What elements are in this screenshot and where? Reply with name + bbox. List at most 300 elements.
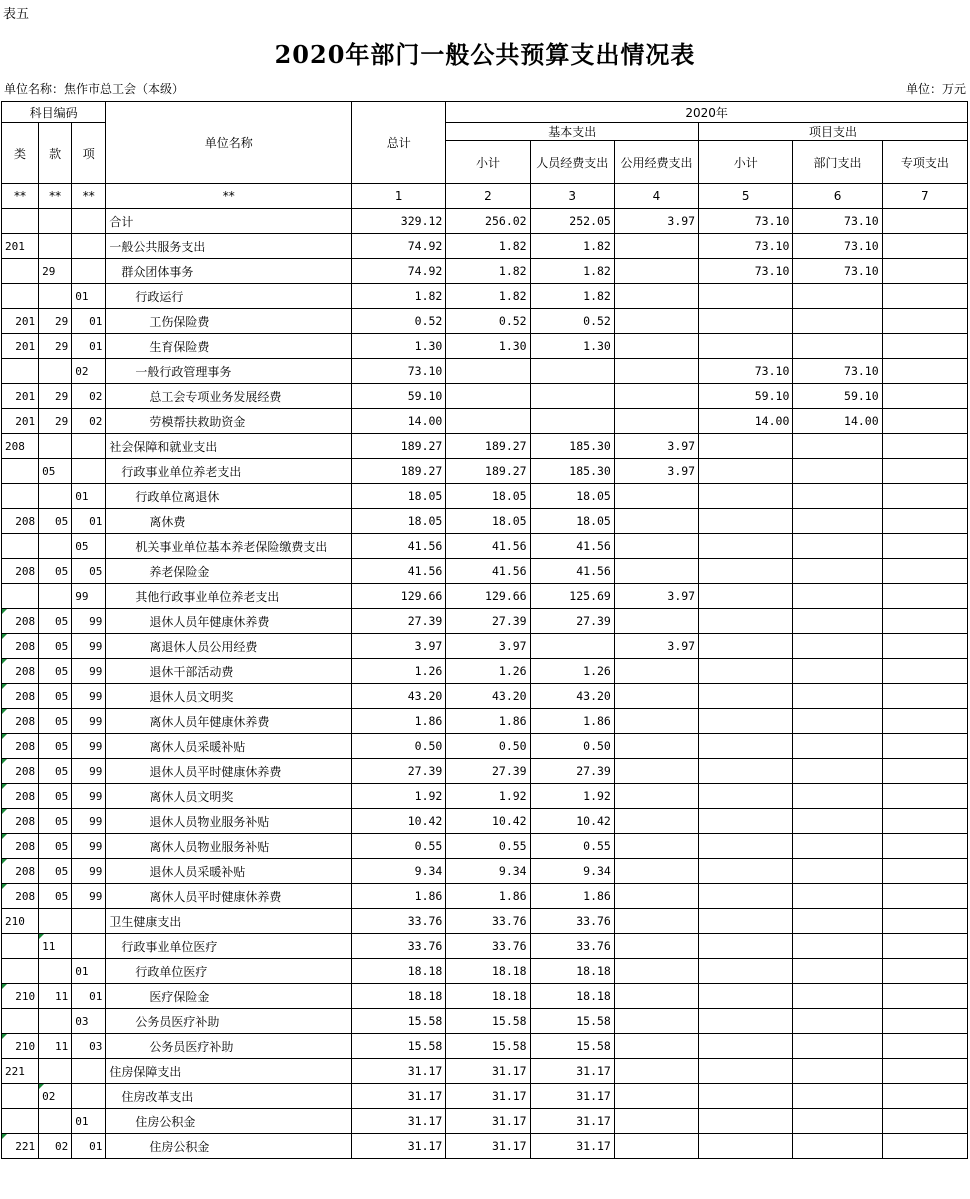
cell-personnel: 18.18	[530, 984, 614, 1009]
cell-lei: 201	[2, 309, 39, 334]
cell-lei	[2, 484, 39, 509]
header-basic-subtotal: 小计	[446, 141, 530, 184]
cell-public	[614, 709, 698, 734]
cell-personnel: 1.26	[530, 659, 614, 684]
cell-xiang: 99	[72, 584, 106, 609]
cell-project-subtotal	[699, 584, 793, 609]
cell-public: 3.97	[614, 634, 698, 659]
cell-total: 1.82	[352, 284, 446, 309]
table-row	[2, 359, 968, 384]
cell-total: 1.30	[352, 334, 446, 359]
header-dept: 部门支出	[793, 141, 882, 184]
table-row	[2, 709, 968, 734]
cell-personnel: 185.30	[530, 434, 614, 459]
cell-special	[882, 584, 967, 609]
cell-total: 3.97	[352, 634, 446, 659]
cell-project-subtotal	[699, 809, 793, 834]
cell-dept	[793, 559, 882, 584]
cell-xiang: 01	[72, 284, 106, 309]
cell-special	[882, 834, 967, 859]
cell-public	[614, 909, 698, 934]
cell-public	[614, 1059, 698, 1084]
cell-basic-subtotal	[446, 359, 530, 384]
header-xiang: 项	[72, 123, 106, 184]
cell-xiang: 02	[72, 359, 106, 384]
cell-personnel: 15.58	[530, 1034, 614, 1059]
header-project-expenditure: 项目支出	[699, 123, 968, 141]
header-year: 2020年	[446, 102, 968, 123]
cell-total: 31.17	[352, 1059, 446, 1084]
header-col-3: 3	[530, 184, 614, 209]
cell-dept	[793, 1084, 882, 1109]
cell-personnel: 18.05	[530, 509, 614, 534]
cell-personnel	[530, 634, 614, 659]
cell-project-subtotal	[699, 559, 793, 584]
cell-personnel: 0.50	[530, 734, 614, 759]
cell-total: 10.42	[352, 809, 446, 834]
cell-total: 27.39	[352, 759, 446, 784]
cell-public	[614, 384, 698, 409]
cell-lei	[2, 1009, 39, 1034]
cell-kuan	[39, 584, 72, 609]
cell-basic-subtotal: 27.39	[446, 759, 530, 784]
cell-personnel: 27.39	[530, 609, 614, 634]
cell-special	[882, 384, 967, 409]
cell-xiang: 99	[72, 884, 106, 909]
cell-personnel: 31.17	[530, 1059, 614, 1084]
cell-public	[614, 834, 698, 859]
cell-item-name: 退休人员平时健康休养费	[106, 759, 352, 784]
cell-xiang	[72, 259, 106, 284]
cell-kuan: 11	[39, 1034, 72, 1059]
cell-project-subtotal	[699, 934, 793, 959]
cell-special	[882, 934, 967, 959]
cell-item-name: 离退休人员公用经费	[106, 634, 352, 659]
cell-special	[882, 1059, 967, 1084]
cell-lei: 208	[2, 759, 39, 784]
cell-total: 189.27	[352, 434, 446, 459]
table-row	[2, 634, 968, 659]
cell-kuan: 05	[39, 734, 72, 759]
cell-public	[614, 1134, 698, 1159]
cell-xiang: 05	[72, 534, 106, 559]
cell-project-subtotal	[699, 434, 793, 459]
cell-xiang	[72, 459, 106, 484]
cell-lei: 208	[2, 634, 39, 659]
header-total: 总计	[352, 102, 446, 184]
cell-project-subtotal	[699, 759, 793, 784]
cell-item-name: 退休干部活动费	[106, 659, 352, 684]
cell-kuan: 11	[39, 984, 72, 1009]
cell-lei	[2, 284, 39, 309]
cell-project-subtotal	[699, 959, 793, 984]
page-title: 2020年部门一般公共预算支出情况表	[274, 40, 696, 69]
cell-total: 0.52	[352, 309, 446, 334]
cell-special	[882, 484, 967, 509]
cell-kuan	[39, 909, 72, 934]
budget-table	[1, 101, 968, 1159]
cell-basic-subtotal: 33.76	[446, 934, 530, 959]
cell-dept	[793, 709, 882, 734]
cell-dept	[793, 734, 882, 759]
cell-xiang: 99	[72, 734, 106, 759]
cell-dept	[793, 909, 882, 934]
cell-total: 31.17	[352, 1084, 446, 1109]
cell-dept: 73.10	[793, 259, 882, 284]
cell-item-name: 其他行政事业单位养老支出	[106, 584, 352, 609]
cell-special	[882, 859, 967, 884]
table-body	[2, 209, 968, 1159]
header-lei: 类	[2, 123, 39, 184]
header-col-6: 6	[793, 184, 882, 209]
cell-public	[614, 984, 698, 1009]
cell-lei: 201	[2, 334, 39, 359]
cell-basic-subtotal: 31.17	[446, 1134, 530, 1159]
cell-basic-subtotal	[446, 409, 530, 434]
cell-xiang: 99	[72, 759, 106, 784]
header-personnel: 人员经费支出	[530, 141, 614, 184]
cell-personnel: 125.69	[530, 584, 614, 609]
table-row	[2, 259, 968, 284]
cell-item-name: 离休人员年健康休养费	[106, 709, 352, 734]
cell-lei	[2, 934, 39, 959]
cell-public: 3.97	[614, 434, 698, 459]
cell-special	[882, 1134, 967, 1159]
cell-kuan	[39, 534, 72, 559]
cell-item-name: 行政单位医疗	[106, 959, 352, 984]
cell-total: 18.18	[352, 959, 446, 984]
cell-basic-subtotal: 18.18	[446, 984, 530, 1009]
table-row	[2, 1109, 968, 1134]
cell-dept	[793, 1134, 882, 1159]
header-stars-kuan: **	[39, 184, 72, 209]
cell-xiang	[72, 1059, 106, 1084]
cell-lei	[2, 1109, 39, 1134]
cell-xiang	[72, 1084, 106, 1109]
cell-special	[882, 409, 967, 434]
cell-project-subtotal	[699, 309, 793, 334]
header-special: 专项支出	[882, 141, 967, 184]
cell-personnel: 31.17	[530, 1084, 614, 1109]
header-stars-lei: **	[2, 184, 39, 209]
cell-total: 43.20	[352, 684, 446, 709]
cell-public	[614, 359, 698, 384]
cell-item-name: 离休人员采暖补贴	[106, 734, 352, 759]
cell-total: 41.56	[352, 559, 446, 584]
cell-personnel: 31.17	[530, 1109, 614, 1134]
cell-kuan: 05	[39, 884, 72, 909]
cell-xiang: 99	[72, 834, 106, 859]
table-row	[2, 1059, 968, 1084]
cell-project-subtotal	[699, 734, 793, 759]
cell-special	[882, 909, 967, 934]
cell-public	[614, 959, 698, 984]
cell-lei	[2, 459, 39, 484]
header-project-subtotal: 小计	[699, 141, 793, 184]
cell-lei	[2, 209, 39, 234]
cell-lei: 208	[2, 609, 39, 634]
cell-total: 18.05	[352, 484, 446, 509]
cell-project-subtotal	[699, 1109, 793, 1134]
cell-xiang: 05	[72, 559, 106, 584]
cell-kuan: 05	[39, 509, 72, 534]
cell-project-subtotal	[699, 659, 793, 684]
cell-personnel: 1.82	[530, 284, 614, 309]
cell-lei	[2, 584, 39, 609]
cell-xiang: 01	[72, 1109, 106, 1134]
cell-basic-subtotal: 15.58	[446, 1034, 530, 1059]
cell-project-subtotal: 73.10	[699, 234, 793, 259]
table-row	[2, 434, 968, 459]
cell-kuan	[39, 209, 72, 234]
table-row	[2, 659, 968, 684]
cell-basic-subtotal: 1.26	[446, 659, 530, 684]
header-col-1: 1	[352, 184, 446, 209]
cell-item-name: 行政运行	[106, 284, 352, 309]
cell-project-subtotal	[699, 634, 793, 659]
cell-project-subtotal	[699, 509, 793, 534]
cell-total: 33.76	[352, 934, 446, 959]
cell-basic-subtotal: 18.05	[446, 509, 530, 534]
table-row	[2, 509, 968, 534]
cell-kuan: 05	[39, 559, 72, 584]
cell-public	[614, 1034, 698, 1059]
cell-lei: 208	[2, 859, 39, 884]
cell-personnel: 18.05	[530, 484, 614, 509]
cell-personnel: 41.56	[530, 534, 614, 559]
cell-total: 1.86	[352, 709, 446, 734]
cell-item-name: 群众团体事务	[106, 259, 352, 284]
table-row	[2, 309, 968, 334]
cell-special	[882, 684, 967, 709]
table-row	[2, 534, 968, 559]
cell-total: 59.10	[352, 384, 446, 409]
cell-project-subtotal	[699, 459, 793, 484]
table-row	[2, 934, 968, 959]
cell-xiang	[72, 234, 106, 259]
cell-lei	[2, 534, 39, 559]
cell-public	[614, 659, 698, 684]
cell-dept	[793, 859, 882, 884]
cell-lei: 208	[2, 659, 39, 684]
cell-project-subtotal	[699, 1134, 793, 1159]
cell-item-name: 社会保障和就业支出	[106, 434, 352, 459]
cell-lei	[2, 259, 39, 284]
cell-lei: 210	[2, 1034, 39, 1059]
cell-public	[614, 409, 698, 434]
header-col-5: 5	[699, 184, 793, 209]
cell-special	[882, 759, 967, 784]
cell-dept	[793, 684, 882, 709]
cell-public	[614, 234, 698, 259]
table-row	[2, 284, 968, 309]
cell-kuan: 05	[39, 859, 72, 884]
cell-dept	[793, 1009, 882, 1034]
cell-lei: 201	[2, 234, 39, 259]
cell-xiang: 99	[72, 709, 106, 734]
cell-basic-subtotal: 1.82	[446, 259, 530, 284]
cell-public	[614, 684, 698, 709]
cell-xiang: 01	[72, 1134, 106, 1159]
cell-special	[882, 259, 967, 284]
cell-total: 9.34	[352, 859, 446, 884]
cell-special	[882, 234, 967, 259]
cell-basic-subtotal: 129.66	[446, 584, 530, 609]
table-row	[2, 584, 968, 609]
cell-project-subtotal	[699, 784, 793, 809]
cell-kuan: 29	[39, 309, 72, 334]
cell-special	[882, 734, 967, 759]
cell-personnel	[530, 384, 614, 409]
cell-personnel: 33.76	[530, 909, 614, 934]
cell-total: 15.58	[352, 1009, 446, 1034]
cell-kuan: 05	[39, 659, 72, 684]
cell-project-subtotal	[699, 1009, 793, 1034]
table-row	[2, 1084, 968, 1109]
cell-item-name: 住房保障支出	[106, 1059, 352, 1084]
table-row	[2, 459, 968, 484]
cell-public	[614, 1084, 698, 1109]
table-row	[2, 609, 968, 634]
cell-personnel: 18.18	[530, 959, 614, 984]
cell-project-subtotal	[699, 334, 793, 359]
cell-project-subtotal	[699, 684, 793, 709]
header-kuan: 款	[39, 123, 72, 184]
cell-personnel: 41.56	[530, 559, 614, 584]
cell-item-name: 公务员医疗补助	[106, 1009, 352, 1034]
cell-total: 74.92	[352, 259, 446, 284]
cell-basic-subtotal: 0.55	[446, 834, 530, 859]
table-row	[2, 334, 968, 359]
cell-personnel: 10.42	[530, 809, 614, 834]
cell-basic-subtotal: 18.18	[446, 959, 530, 984]
cell-total: 33.76	[352, 909, 446, 934]
cell-special	[882, 959, 967, 984]
cell-xiang: 99	[72, 809, 106, 834]
cell-kuan: 11	[39, 934, 72, 959]
cell-total: 1.26	[352, 659, 446, 684]
cell-special	[882, 509, 967, 534]
cell-dept: 14.00	[793, 409, 882, 434]
cell-dept: 73.10	[793, 234, 882, 259]
cell-special	[882, 209, 967, 234]
table-row	[2, 984, 968, 1009]
cell-kuan	[39, 434, 72, 459]
cell-item-name: 退休人员文明奖	[106, 684, 352, 709]
cell-project-subtotal	[699, 1034, 793, 1059]
cell-total: 14.00	[352, 409, 446, 434]
cell-public	[614, 934, 698, 959]
cell-basic-subtotal: 256.02	[446, 209, 530, 234]
cell-lei: 208	[2, 434, 39, 459]
cell-lei: 208	[2, 834, 39, 859]
cell-personnel: 1.82	[530, 259, 614, 284]
table-row	[2, 1034, 968, 1059]
table-row	[2, 409, 968, 434]
cell-basic-subtotal: 31.17	[446, 1084, 530, 1109]
cell-special	[882, 809, 967, 834]
cell-basic-subtotal: 0.50	[446, 734, 530, 759]
cell-dept	[793, 659, 882, 684]
cell-dept	[793, 959, 882, 984]
cell-item-name: 合计	[106, 209, 352, 234]
cell-special	[882, 284, 967, 309]
cell-special	[882, 984, 967, 1009]
cell-project-subtotal	[699, 284, 793, 309]
cell-kuan: 05	[39, 634, 72, 659]
cell-project-subtotal: 14.00	[699, 409, 793, 434]
cell-project-subtotal	[699, 534, 793, 559]
cell-lei: 208	[2, 559, 39, 584]
cell-total: 73.10	[352, 359, 446, 384]
cell-lei: 208	[2, 884, 39, 909]
cell-kuan	[39, 359, 72, 384]
cell-project-subtotal	[699, 609, 793, 634]
cell-personnel	[530, 359, 614, 384]
cell-dept: 59.10	[793, 384, 882, 409]
cell-total: 18.18	[352, 984, 446, 1009]
cell-basic-subtotal: 1.30	[446, 334, 530, 359]
cell-special	[882, 709, 967, 734]
cell-project-subtotal: 59.10	[699, 384, 793, 409]
table-row	[2, 559, 968, 584]
cell-lei	[2, 1084, 39, 1109]
table-row	[2, 884, 968, 909]
cell-xiang: 01	[72, 959, 106, 984]
cell-dept	[793, 834, 882, 859]
cell-item-name: 总工会专项业务发展经费	[106, 384, 352, 409]
cell-public: 3.97	[614, 459, 698, 484]
cell-personnel: 43.20	[530, 684, 614, 709]
cell-personnel: 1.86	[530, 709, 614, 734]
cell-personnel: 15.58	[530, 1009, 614, 1034]
cell-kuan: 05	[39, 784, 72, 809]
cell-xiang: 99	[72, 784, 106, 809]
cell-basic-subtotal	[446, 384, 530, 409]
cell-xiang	[72, 909, 106, 934]
cell-basic-subtotal: 31.17	[446, 1059, 530, 1084]
cell-basic-subtotal: 10.42	[446, 809, 530, 834]
cell-kuan: 05	[39, 609, 72, 634]
cell-total: 27.39	[352, 609, 446, 634]
cell-xiang	[72, 934, 106, 959]
cell-project-subtotal	[699, 1084, 793, 1109]
cell-xiang: 99	[72, 634, 106, 659]
cell-dept	[793, 284, 882, 309]
cell-project-subtotal	[699, 834, 793, 859]
currency-unit-label: 单位：万元	[905, 82, 966, 96]
cell-public	[614, 259, 698, 284]
cell-dept	[793, 459, 882, 484]
cell-xiang	[72, 434, 106, 459]
cell-kuan	[39, 1059, 72, 1084]
cell-dept	[793, 784, 882, 809]
cell-special	[882, 609, 967, 634]
cell-dept	[793, 609, 882, 634]
cell-xiang: 03	[72, 1009, 106, 1034]
cell-basic-subtotal: 31.17	[446, 1109, 530, 1134]
table-header	[2, 102, 968, 209]
cell-dept	[793, 1109, 882, 1134]
cell-lei: 201	[2, 409, 39, 434]
cell-special	[882, 459, 967, 484]
cell-lei: 221	[2, 1059, 39, 1084]
cell-dept	[793, 509, 882, 534]
header-stars-xiang: **	[72, 184, 106, 209]
cell-xiang: 99	[72, 684, 106, 709]
cell-special	[882, 1109, 967, 1134]
cell-basic-subtotal: 0.52	[446, 309, 530, 334]
